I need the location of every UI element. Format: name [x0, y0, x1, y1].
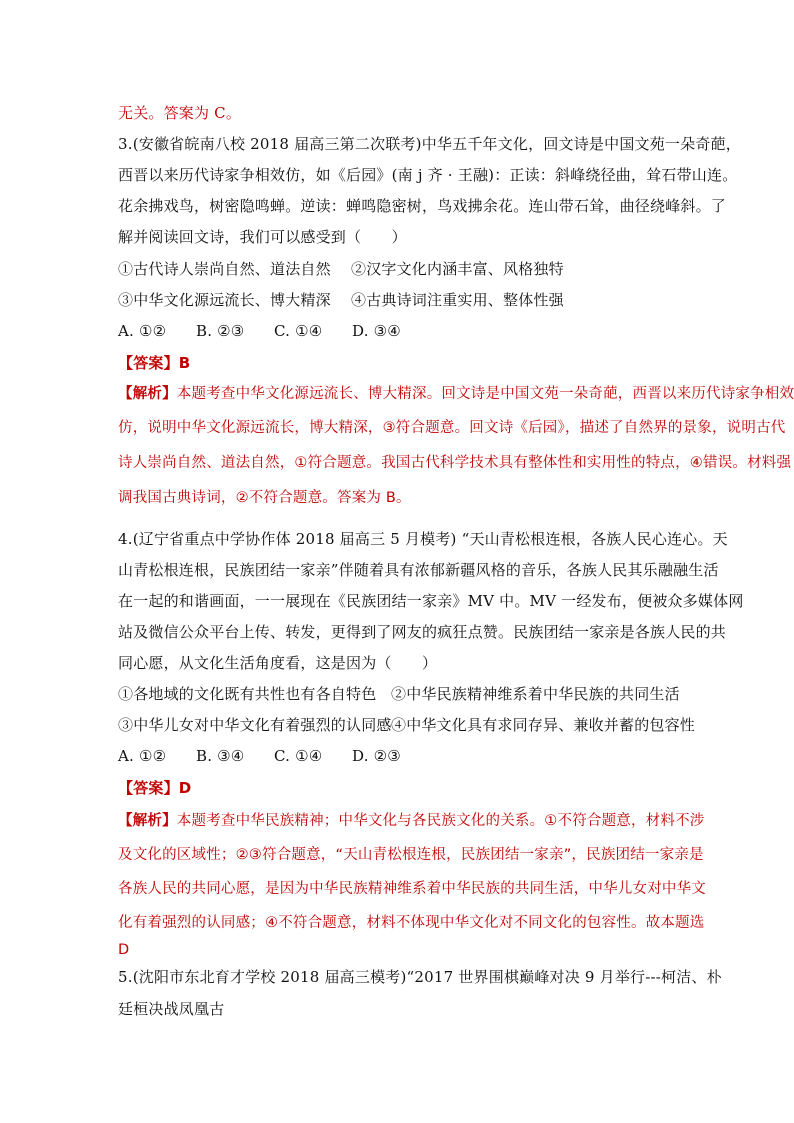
answer-label: 【答案】D	[118, 779, 192, 797]
analysis-line: 及文化的区域性；②③符合题意，“天山青松根连根，民族团结一家亲”，民族团结一家亲是	[118, 847, 704, 863]
question-stem-line: 山青松根连根，民族团结一家亲”伴随着具有浓郁新疆风格的音乐，各族人民其乐融融生活	[118, 561, 719, 579]
choice-row	[118, 321, 430, 341]
analysis-line: 各族人民的共同心愿，是因为中华民族精神维系着中华民族的共同生活，中华儿女对中华文	[118, 881, 706, 897]
answer-label: 【答案】B	[118, 354, 191, 372]
option-2: ②汉字文化内涵丰富、风格独特	[351, 260, 564, 278]
analysis-line: 仿，说明中华文化源远流长，博大精深，③符合题意。回文诗《后园》，描述了自然界的景象，说明古代	[118, 420, 786, 436]
choice-d: D. ②③	[352, 747, 401, 765]
option-row	[118, 715, 695, 735]
question-stem-line: 在一起的和谐画面，一一展现在《民族团结一家亲》MV 中。MV 一经发布，便被众多媒体网	[118, 592, 744, 610]
carry-over-text: 无关。答案为 C。	[118, 104, 242, 122]
question-stem-line: 西晋以来历代诗家争相效仿，如《后园》(南 j 齐 · 王融)：正读：斜峰绕径曲，耸石带山连。	[118, 166, 738, 184]
question-stem-line: 4.(辽宁省重点中学协作体 2018 届高三 5 月模考) “天山青松根连根，各族人民心连心。天	[118, 530, 728, 548]
analysis-label: 【解析】	[118, 813, 177, 829]
analysis-line	[118, 384, 794, 404]
option-row	[118, 684, 680, 704]
analysis-line: 诗人崇尚自然、道法自然，①符合题意。我国古代科学技术具有整体性和实用性的特点，④错误。材料强	[118, 455, 792, 471]
choice-d: D. ③④	[352, 322, 401, 340]
option-4: ④古典诗词注重实用、整体性强	[351, 291, 564, 309]
choice-row	[118, 746, 430, 766]
choice-c: C. ①④	[274, 747, 323, 765]
choice-a: A. ①②	[118, 322, 167, 340]
analysis-text: 本题考查中华文化源远流长、博大精深。回文诗是中国文苑一朵奇葩，西晋以来历代诗家争相效	[176, 386, 794, 402]
analysis-text: 本题考查中华民族精神；中华文化与各民族文化的关系。①不符合题意，材料不涉	[176, 813, 705, 829]
option-row	[118, 259, 564, 279]
option-row	[118, 290, 564, 310]
option-1: ①古代诗人崇尚自然、道法自然	[118, 260, 331, 278]
question-stem-line: 解并阅读回文诗，我们可以感受到（ ）	[118, 228, 407, 246]
analysis-line: 化有着强烈的认同感；④不符合题意，材料不体现中华文化对不同文化的包容性。故本题选	[118, 915, 705, 931]
option-3: ③中华儿女对中华文化有着强烈的认同感	[118, 716, 392, 734]
choice-b: B. ③④	[196, 747, 245, 765]
analysis-line: D	[118, 942, 130, 958]
choice-b: B. ②③	[196, 322, 245, 340]
question-stem-line: 廷桓决战凤凰古	[118, 1000, 225, 1018]
question-stem-line: 花余拂戏鸟，树密隐鸣蝉。逆读：蝉鸣隐密树，鸟戏拂余花。连山带石耸，曲径绕峰斜。了	[118, 197, 727, 215]
option-4: ④中华文化具有求同存异、兼收并蓄的包容性	[391, 716, 696, 734]
option-2: ②中华民族精神维系着中华民族的共同生活	[391, 685, 680, 703]
analysis-label: 【解析】	[118, 386, 177, 402]
question-stem-line: 5.(沈阳市东北育才学校 2018 届高三模考)“2017 世界围棋巅峰对决 9 月举行---柯洁、朴	[118, 968, 722, 986]
question-stem-line: 站及微信公众平台上传、转发，更得到了网友的疯狂点赞。民族团结一家亲是各族人民的共	[118, 623, 727, 641]
question-stem-line: 3.(安徽省皖南八校 2018 届高三第二次联考)中华五千年文化，回文诗是中国文苑一朵奇葩，	[118, 135, 741, 153]
choice-c: C. ①④	[274, 322, 323, 340]
analysis-line: 调我国古典诗词，②不符合题意。答案为 B。	[118, 490, 411, 506]
analysis-line	[118, 811, 705, 831]
option-1: ①各地域的文化既有共性也有各自特色	[118, 685, 377, 703]
option-3: ③中华文化源远流长、博大精深	[118, 291, 331, 309]
question-stem-line: 同心愿，从文化生活角度看，这是因为（ ）	[118, 654, 438, 672]
choice-a: A. ①②	[118, 747, 167, 765]
